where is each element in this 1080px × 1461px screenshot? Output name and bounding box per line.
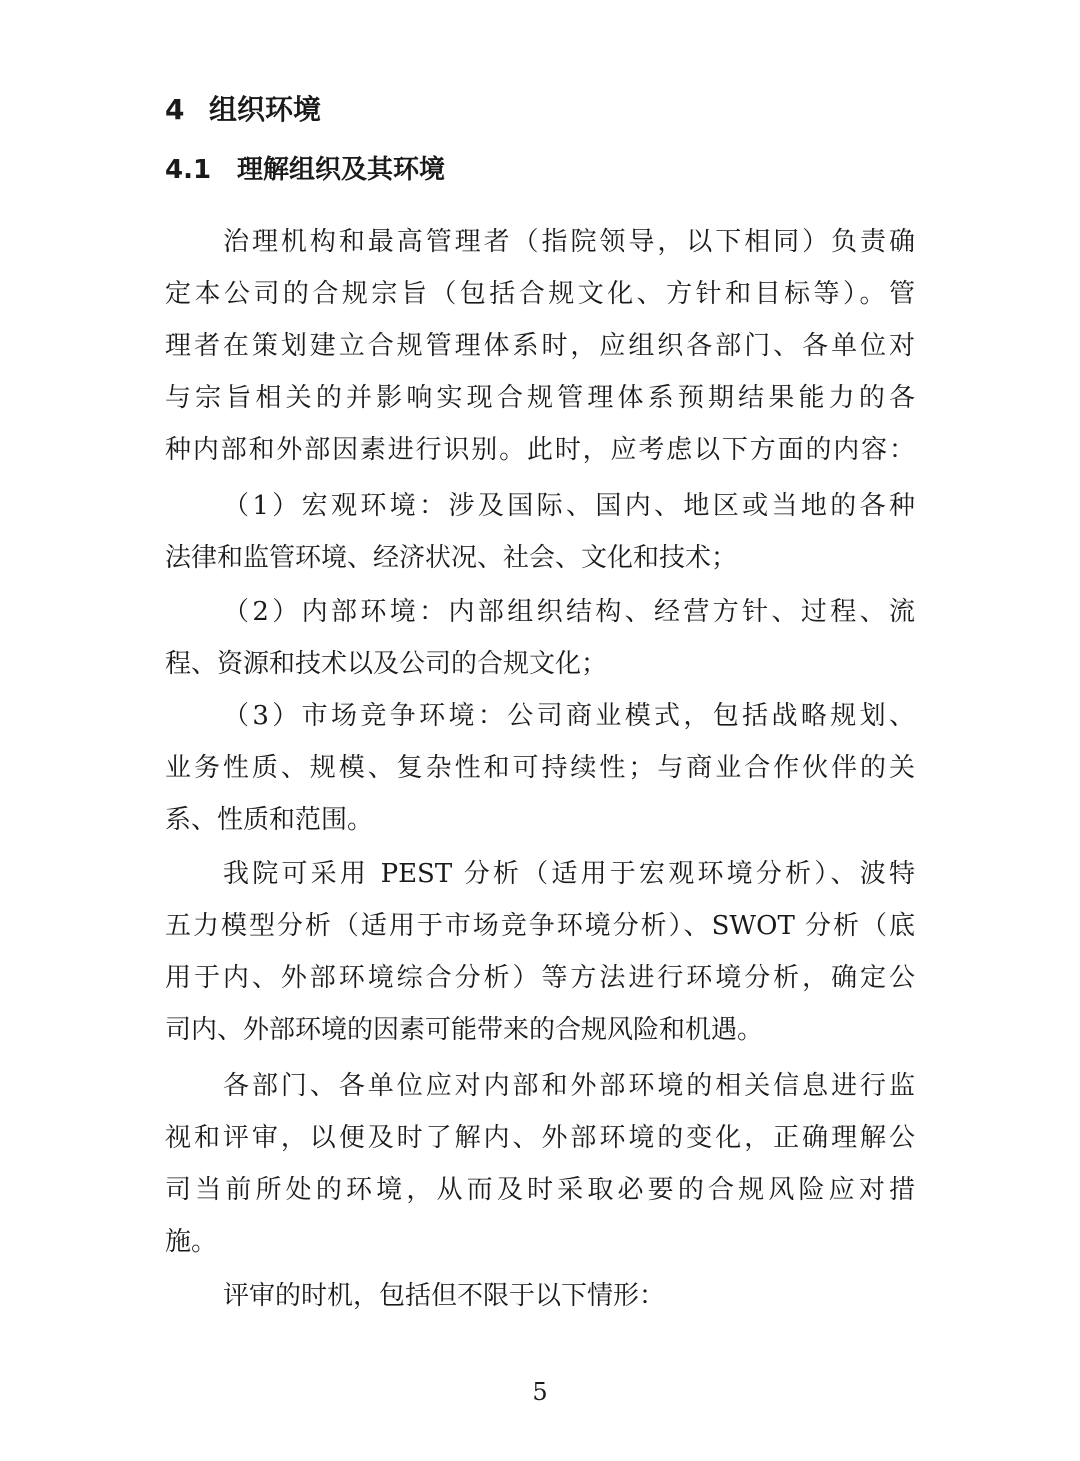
subsection-number: 4.1 bbox=[165, 155, 212, 185]
text-line: 五力模型分析（适用于市场竞争环境分析）、SWOT 分析（底 bbox=[165, 911, 915, 941]
text-line: 程、资源和技术以及公司的合规文化； bbox=[165, 649, 608, 679]
text-line: 定本公司的合规宗旨（包括合规文化、方针和目标等）。管 bbox=[165, 279, 915, 309]
text-line: 与宗旨相关的并影响实现合规管理体系预期结果能力的各 bbox=[165, 383, 915, 413]
section-heading bbox=[165, 88, 321, 132]
text-line: 法律和监管环境、经济状况、社会、文化和技术； bbox=[165, 543, 738, 573]
page-number: 5 bbox=[532, 1378, 548, 1406]
text-line: 视和评审，以便及时了解内、外部环境的变化，正确理解公 bbox=[165, 1123, 915, 1153]
section-title: 组织环境 bbox=[209, 93, 322, 126]
text-line: （2）内部环境：内部组织结构、经营方针、过程、流 bbox=[223, 597, 915, 627]
text-line: 系、性质和范围。 bbox=[165, 805, 374, 835]
subsection-heading bbox=[165, 148, 445, 192]
text-line: 我院可采用 PEST 分析（适用于宏观环境分析）、波特 bbox=[223, 859, 915, 889]
subsection-title: 理解组织及其环境 bbox=[237, 155, 446, 185]
text-line: 各部门、各单位应对内部和外部环境的相关信息进行监 bbox=[223, 1071, 915, 1101]
text-line: 司当前所处的环境，从而及时采取必要的合规风险应对措 bbox=[165, 1175, 915, 1205]
text-line: 治理机构和最高管理者（指院领导，以下相同）负责确 bbox=[223, 227, 915, 257]
text-line: 评审的时机，包括但不限于以下情形： bbox=[223, 1281, 666, 1311]
text-line: 种内部和外部因素进行识别。此时，应考虑以下方面的内容： bbox=[165, 435, 915, 465]
text-line: 施。 bbox=[165, 1227, 218, 1257]
text-line: （3）市场竞争环境：公司商业模式，包括战略规划、 bbox=[223, 701, 915, 731]
text-line: 理者在策划建立合规管理体系时，应组织各部门、各单位对 bbox=[165, 331, 915, 361]
section-number: 4 bbox=[165, 93, 185, 126]
text-line: 业务性质、规模、复杂性和可持续性；与商业合作伙伴的关 bbox=[165, 753, 915, 783]
text-line: 用于内、外部环境综合分析）等方法进行环境分析，确定公 bbox=[165, 963, 915, 993]
text-line: 司内、外部环境的因素可能带来的合规风险和机遇。 bbox=[165, 1015, 764, 1045]
text-line: （1）宏观环境：涉及国际、国内、地区或当地的各种 bbox=[223, 491, 915, 521]
